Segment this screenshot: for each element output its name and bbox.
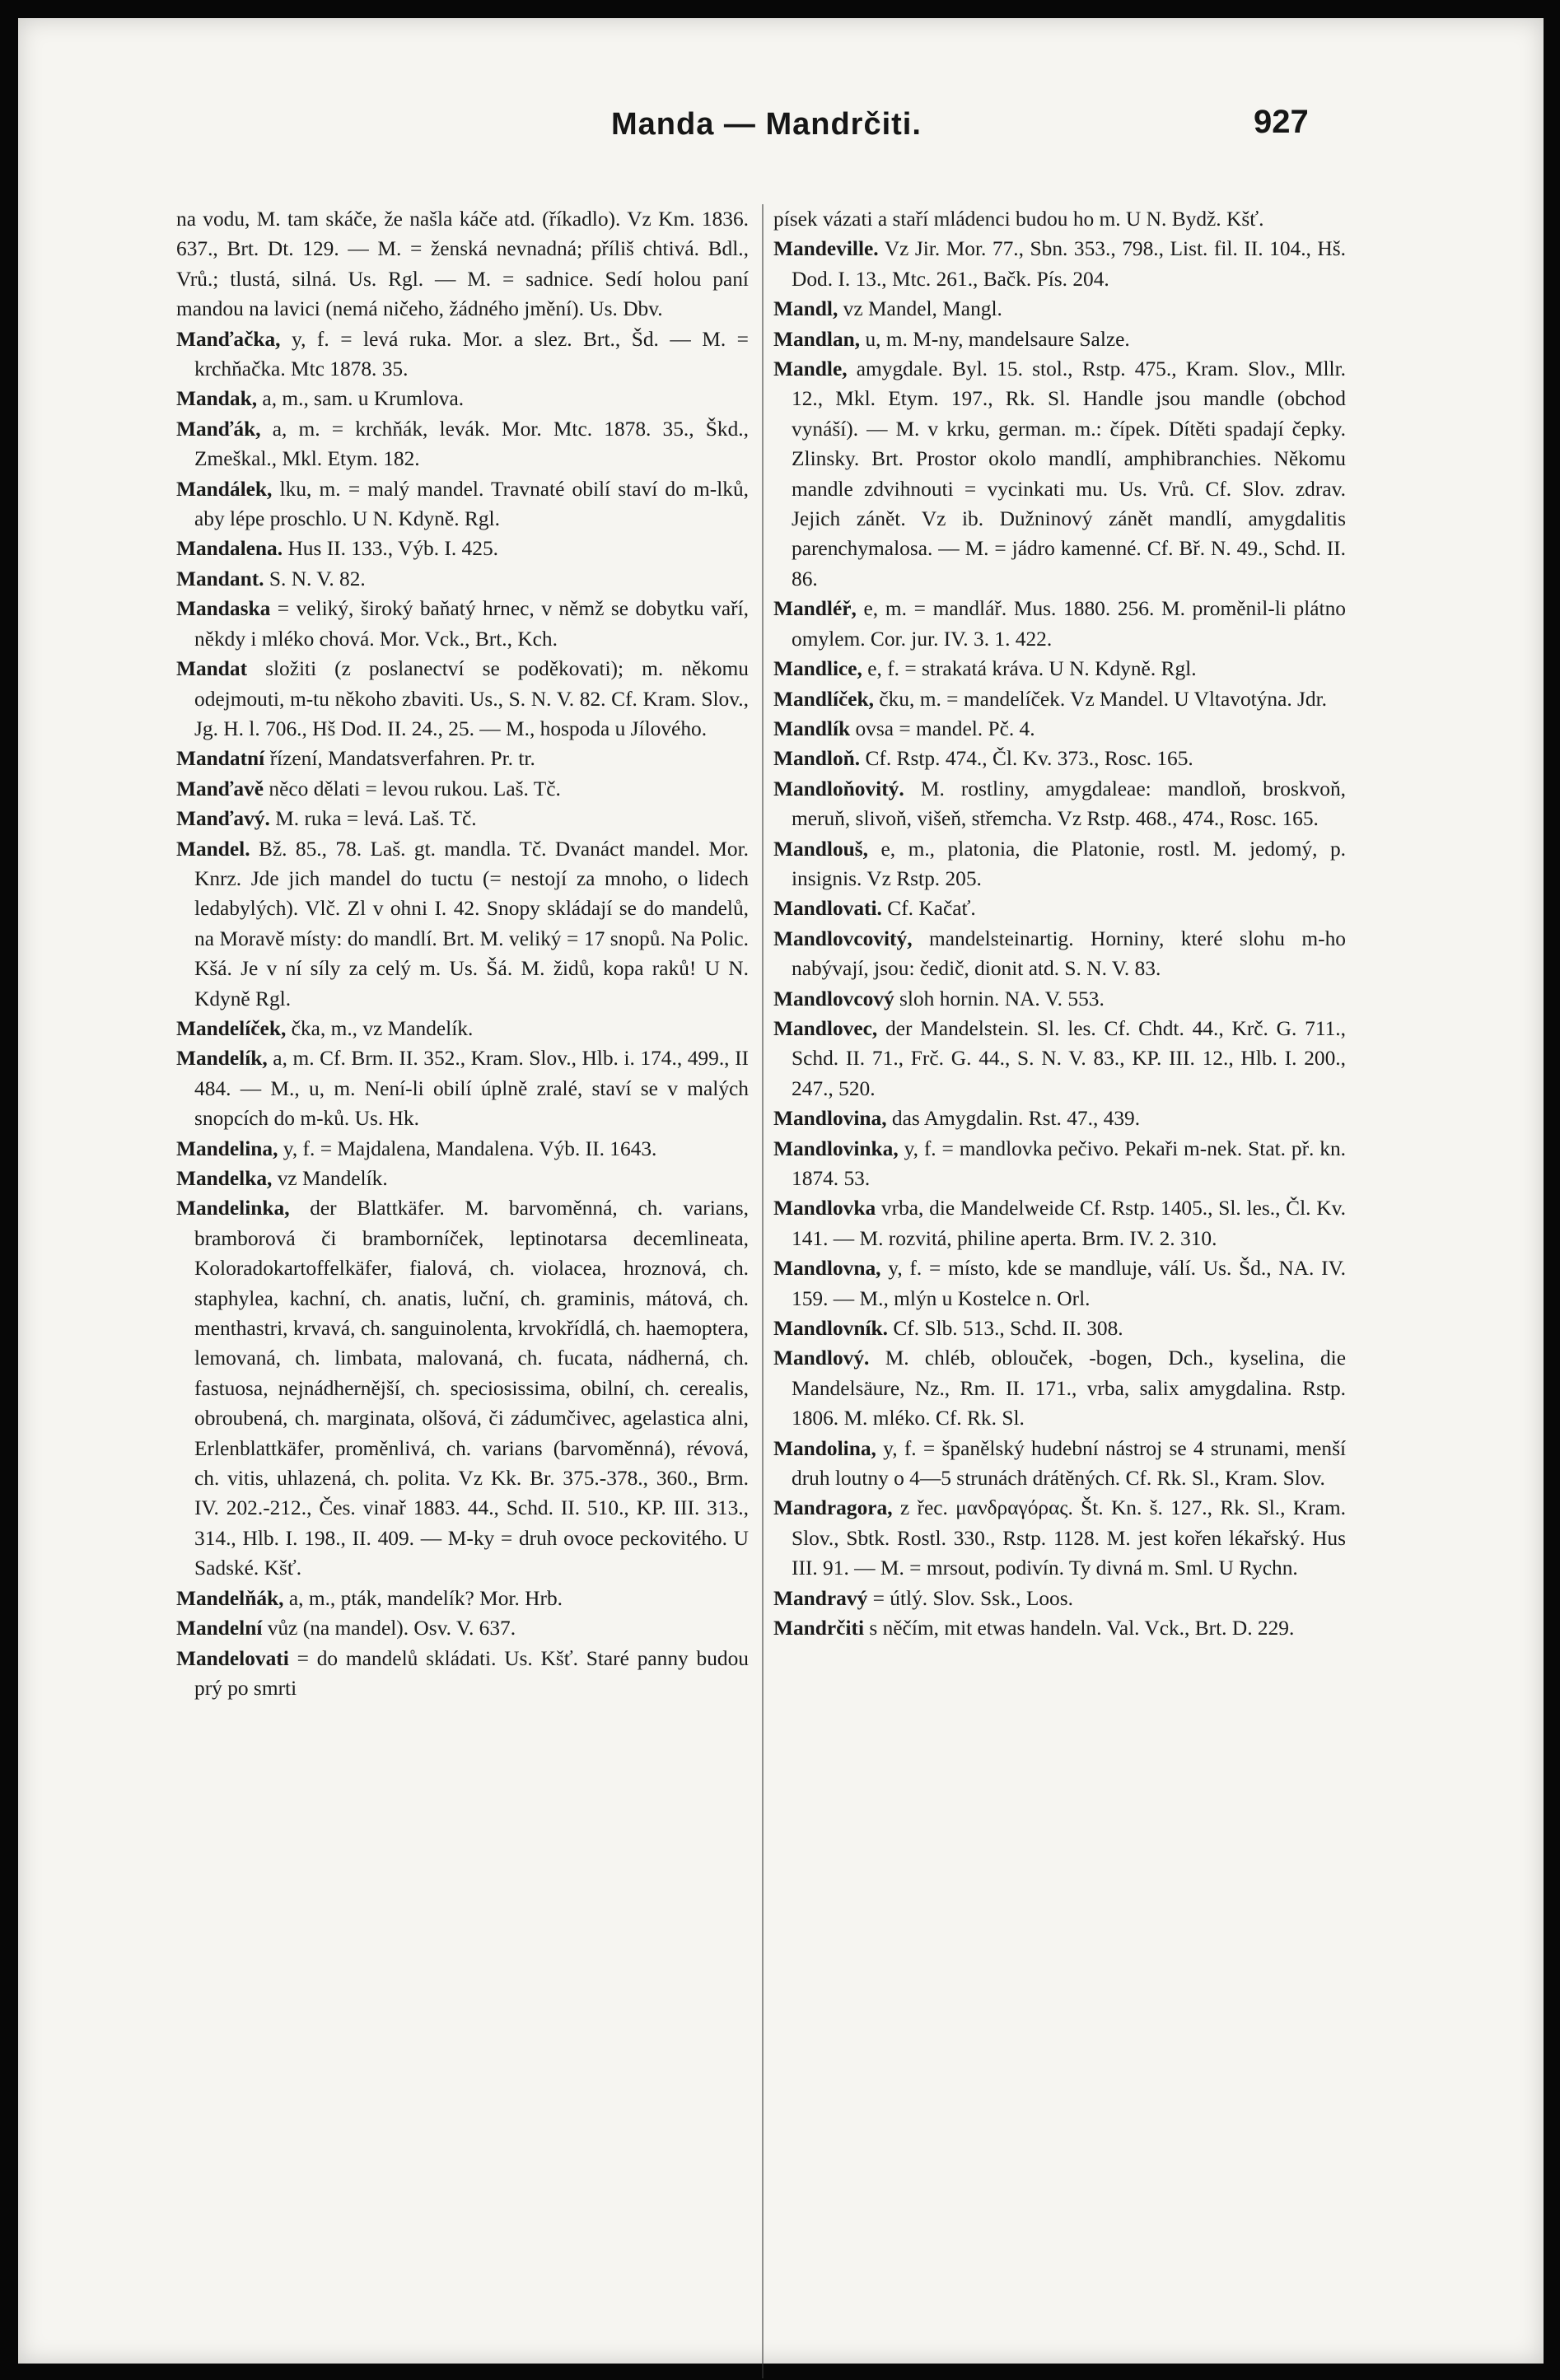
entry-text: vůz (na mandel). Osv. V. 637. [262, 1617, 516, 1640]
entry-text: S. N. V. 82. [264, 567, 366, 590]
dictionary-entry [176, 1164, 749, 1193]
dictionary-entry [773, 1314, 1346, 1343]
entry-text: Vz Jir. Mor. 77., Sbn. 353., 798., List. fil. II. 104., Hš. Dod. I. 13., Mtc. 261., Bačk. Pís. 204. [792, 237, 1346, 291]
entry-headword: Mandlouš, [773, 837, 869, 861]
entry-headword: Mandlovec, [773, 1016, 878, 1040]
entry-headword: Mandelňák, [176, 1586, 284, 1610]
entry-text: e, m. = mandlář. Mus. 1880. 256. M. proměnil-li plátno omylem. Cor. jur. IV. 3. 1. 422. [792, 597, 1346, 651]
entry-text: der Blattkäfer. M. barvoměnná, ch. varians, bramborová či bramborníček, leptinotarsa decemlineata, Koloradokartoffelkäfer, fialová, ch. violacea, hroznová, ch. staphylea, kachní, ch. anatis, luční, ch. graminis, mátová, ch. menthastri, krvavá, ch. sanguinolenta, krvokřídlá, ch. haemoptera, lemovaná, ch. limbata, malovaná, ch. fucata, nádherná, ch. fastuosa, nejnádhernější, ch. speciosissima, obilní, ch. cerealis, obroubená, ch. marginata, olšová, či zádumčivec, agelastica alni, Erlenblattkäfer, proměnlivá, ch. varians (barvoměnná), révová, ch. vitis, uhlazená, ch. polita. Vz Kk. Br. 375.-378., 360., Brm. IV. 202.-212., Čes. vinař 1883. 44., Schd. II. 510., KP. III. 313., 314., Hlb. I. 198., II. 409. — M-ky = druh ovoce peckovitého. U Sadské. Kšť. [194, 1197, 749, 1580]
dictionary-entry [773, 984, 1346, 1014]
entry-text: y, f. = mandlovka pečivo. Pekaři m-nek. Stat. př. kn. 1874. 53. [792, 1136, 1346, 1190]
entry-headword: Mandlovcovitý, [773, 926, 913, 950]
entry-text: a, m. = krchňák, levák. Mor. Mtc. 1878. 35., Škd., Zmeškal., Mkl. Etym. 182. [194, 417, 749, 471]
dictionary-entry [773, 774, 1346, 834]
entry-headword: Mandelík, [176, 1047, 268, 1071]
entry-headword: Mandrčiti [773, 1617, 865, 1640]
entry-headword: Mandelinka, [176, 1197, 290, 1220]
entry-text: u, m. M-ny, mandelsaure Salze. [860, 327, 1130, 351]
entry-headword: Mandolina, [773, 1436, 876, 1460]
dictionary-entry [773, 354, 1346, 594]
entry-text: lku, m. = malý mandel. Travnaté obilí staví do m-lků, aby lépe proschlo. U N. Kdyně. Rgl. [194, 477, 749, 531]
dictionary-entry [176, 1613, 749, 1643]
dictionary-entry [176, 1644, 749, 1704]
entry-text: na vodu, M. tam skáče, že našla káče atd. (říkadlo). Vz Km. 1836. 637., Brt. Dt. 129. — M. = ženská nevnadná; příliš chtivá. Bdl., Vrů.; tlustá, silná. Us. Rgl. — M. = sadnice. Sedí holou paní mandou na lavici (nemá ničeho, žádného jmění). Us. Dbv. [176, 208, 749, 321]
page-number: 927 [1254, 104, 1309, 140]
entry-headword: Mandak, [176, 387, 258, 411]
entry-text: Hus II. 133., Výb. I. 425. [283, 537, 498, 561]
dictionary-entry [773, 1613, 1346, 1643]
entry-text: čku, m. = mandelíček. Vz Mandel. U Vltavotýna. Jdr. [874, 687, 1328, 711]
entry-headword: Manďavý. [176, 807, 270, 831]
entry-headword: Mandel. [176, 837, 250, 861]
entry-headword: Mandlovina, [773, 1107, 887, 1131]
entry-headword: Mandlík [773, 716, 851, 740]
entry-headword: Mandeville. [773, 237, 879, 261]
entry-headword: Mandelka, [176, 1167, 273, 1190]
dictionary-page [18, 18, 1544, 2364]
entry-text: = veliký, široký baňatý hrnec, v němž se dobytku vaří, někdy i mléko chová. Mor. Vck., Brt., Kch. [194, 597, 749, 651]
entry-text: das Amygdalin. Rst. 47., 439. [886, 1107, 1141, 1131]
entry-text: Cf. Rstp. 474., Čl. Kv. 373., Rosc. 165. [860, 747, 1193, 771]
entry-headword: Mandatní [176, 747, 265, 771]
dictionary-entry [773, 204, 1346, 234]
entry-text: e, f. = strakatá kráva. U N. Kdyně. Rgl. [862, 657, 1197, 681]
dictionary-entry [773, 294, 1346, 324]
entry-text: a, m. Cf. Brm. II. 352., Kram. Slov., Hlb. i. 174., 499., II 484. — M., u, m. Není-li obilí úplně zralé, staví se v malých snopcích do m-ků. Us. Hk. [194, 1047, 749, 1131]
dictionary-entry [176, 1043, 749, 1133]
dictionary-entry [176, 1014, 749, 1043]
entry-text: M. ruka = levá. Laš. Tč. [269, 807, 477, 831]
entry-text: M. chléb, oblouček, -bogen, Dch., kyselina, die Mandelsäure, Nz., Rm. II. 171., vrba, salix amygdalina. Rstp. 1806. M. mléko. Cf. Rk. Sl. [792, 1346, 1346, 1430]
entry-headword: Mandlovinka, [773, 1136, 899, 1160]
entry-headword: Mandlovna, [773, 1257, 881, 1281]
entry-text: y, f. = levá ruka. Mor. a slez. Brt., Šd. — M. = krchňačka. Mtc 1878. 35. [194, 327, 749, 381]
dictionary-entry [773, 894, 1346, 923]
entry-headword: Mandloňovitý. [773, 777, 904, 800]
dictionary-entry [773, 684, 1346, 714]
dictionary-entry [176, 324, 749, 385]
right-column [773, 204, 1346, 1644]
dictionary-entry [773, 1104, 1346, 1133]
entry-text: vz Mandelík. [272, 1167, 388, 1190]
dictionary-entry [176, 474, 749, 534]
entry-headword: Mandlice, [773, 657, 862, 681]
entry-text: a, m., pták, mandelík? Mor. Hrb. [283, 1586, 563, 1610]
entry-headword: Mandlíček, [773, 687, 875, 711]
entry-text: složiti (z poslanectví se poděkovati); m. někomu odejmouti, m-tu někoho zbaviti. Us., S. N. V. 82. Cf. Kram. Slov., Jg. H. l. 706., Hš Dod. II. 24., 25. — M., hospoda u Jílového. [194, 657, 749, 740]
dictionary-entry [176, 204, 749, 324]
entry-headword: Manďavě [176, 777, 264, 800]
dictionary-entry [773, 1193, 1346, 1253]
entry-headword: Mandálek, [176, 477, 273, 501]
entry-text: Bž. 85., 78. Laš. gt. mandla. Tč. Dvanáct mandel. Mor. Knrz. Jde jich mandel do tuctu (= nestojí za mnoho, o lidech ledabylých). Vlč. Zl v ohni I. 42. Snopy skládají se do mandelů, na Moravě místy: do mandlí. Brt. M. veliký = 17 snopů. Na Polic. Kšá. Je v ní síly za celý m. Us. Šá. M. židů, kopa raků! U N. Kdyně Rgl. [194, 837, 749, 1010]
entry-headword: Mandlovati. [773, 897, 882, 921]
entry-text: mandelsteinartig. Horniny, které slohu m-ho nabývají, jsou: čedič, dionit atd. S. N. V. 83. [792, 926, 1346, 981]
entry-headword: Mandragora, [773, 1496, 893, 1520]
entry-headword: Mandat [176, 657, 248, 681]
entry-text: = do mandelů skládati. Us. Kšť. Staré panny budou prý po smrti [194, 1646, 749, 1700]
dictionary-entry [773, 234, 1346, 294]
entry-headword: Mandalena. [176, 537, 283, 561]
entry-headword: Mandle, [773, 357, 848, 381]
dictionary-entry [773, 594, 1346, 654]
dictionary-entry [773, 324, 1346, 354]
entry-headword: Manďák, [176, 417, 261, 441]
dictionary-entry [176, 594, 749, 654]
entry-headword: Mandléř, [773, 597, 857, 621]
entry-text: y, f. = Majdalena, Mandalena. Výb. II. 1643. [278, 1136, 657, 1160]
entry-headword: Mandlový. [773, 1346, 870, 1370]
dictionary-entry [176, 804, 749, 833]
dictionary-entry [773, 1584, 1346, 1613]
dictionary-entry [176, 774, 749, 804]
dictionary-entry [773, 1343, 1346, 1433]
entry-text: amygdale. Byl. 15. stol., Rstp. 475., Kram. Slov., Mllr. 12., Mkl. Etym. 197., Rk. Sl. Handle jsou mandle (obchod vynáší). — M. v krku, german. m.: čípek. Dítěti spadají čepky. Zlinsky. Brt. Prostor okolo mandlí, amphibranchies. Někomu mandle zdvihnouti = vycinkati mu. Us. Vrů. Cf. Slov. zdrav. Jejich zánět. Vz ib. Dužninový zánět mandlí, amygdalitis parenchymalosa. — M. = jádro kamenné. Cf. Bř. N. 49., Schd. II. 86. [792, 357, 1346, 590]
entry-text: ovsa = mandel. Pč. 4. [850, 716, 1035, 740]
entry-text: M. rostliny, amygdaleae: mandloň, broskvoň, meruň, slivoň, višeň, střemcha. Vz Rstp. 468., 474., Rosc. 165. [792, 777, 1346, 831]
dictionary-entry [176, 1584, 749, 1613]
dictionary-entry [773, 1253, 1346, 1314]
entry-text: a, m., sam. u Krumlova. [257, 387, 465, 411]
entry-text: = útlý. Slov. Ssk., Loos. [867, 1586, 1073, 1610]
entry-headword: Mandelina, [176, 1136, 278, 1160]
dictionary-entry [773, 714, 1346, 744]
dictionary-entry [773, 654, 1346, 684]
page-header [18, 100, 1544, 150]
dictionary-entry [176, 384, 749, 413]
dictionary-entry [773, 924, 1346, 984]
entry-text: řízení, Mandatsverfahren. Pr. tr. [264, 747, 535, 771]
entry-text: e, m., platonia, die Platonie, rostl. M. jedomý, p. insignis. Vz Rstp. 205. [792, 837, 1346, 890]
dictionary-entry [773, 1134, 1346, 1194]
dictionary-entry [773, 1434, 1346, 1494]
entry-headword: Mandant. [176, 567, 264, 590]
entry-text: s něčím, mit etwas handeln. Val. Vck., Brt. D. 229. [864, 1617, 1295, 1640]
dictionary-entry [176, 564, 749, 594]
entry-headword: Mandelní [176, 1617, 263, 1640]
dictionary-entry [176, 744, 749, 773]
entry-headword: Mandelíček, [176, 1016, 287, 1040]
entry-headword: Mandlan, [773, 327, 861, 351]
entry-text: vrba, die Mandelweide Cf. Rstp. 1405., Sl. les., Čl. Kv. 141. — M. rozvitá, philine aperta. Brm. IV. 2. 310. [792, 1197, 1346, 1250]
dictionary-entry [773, 1014, 1346, 1104]
dictionary-entry [773, 1493, 1346, 1583]
dictionary-entry [176, 1134, 749, 1164]
dictionary-entry [773, 744, 1346, 773]
entry-text: Cf. Slb. 513., Schd. II. 308. [888, 1317, 1123, 1341]
entry-text: der Mandelstein. Sl. les. Cf. Chdt. 44., Krč. G. 711., Schd. II. 71., Frč. G. 44., S. N. V. 83., KP. III. 12., Hlb. I. 200., 247., 520. [792, 1016, 1346, 1100]
entry-headword: Mandelovati [176, 1646, 289, 1670]
entry-text: sloh hornin. NA. V. 553. [894, 987, 1105, 1010]
entry-headword: Manďačka, [176, 327, 281, 351]
entry-headword: Mandloň. [773, 747, 861, 771]
entry-headword: Mandlovcový [773, 987, 894, 1010]
dictionary-entry [176, 654, 749, 744]
entry-text: vz Mandel, Mangl. [838, 297, 1002, 321]
left-column [176, 204, 749, 1703]
running-title: Manda — Mandrčiti. [611, 107, 922, 142]
entry-headword: Mandlovka [773, 1197, 876, 1220]
entry-headword: Mandaska [176, 597, 271, 621]
dictionary-entry [773, 834, 1346, 894]
entry-headword: Mandravý [773, 1586, 868, 1610]
entry-headword: Mandl, [773, 297, 838, 321]
column-divider [762, 204, 764, 2378]
entry-text: něco dělati = levou rukou. Laš. Tč. [264, 777, 561, 800]
entry-text: z řec. μανδραγόρας. Št. Kn. š. 127., Rk. Sl., Kram. Slov., Sbtk. Rostl. 330., Rstp. 1128. M. jest kořen lékařský. Hus III. 91. — M. = mrsout, podivín. Ty divná m. Sml. U Rychn. [792, 1496, 1346, 1580]
entry-text: písek vázati a staří mládenci budou ho m. U N. Bydž. Kšť. [773, 208, 1264, 231]
dictionary-entry [176, 414, 749, 474]
entry-headword: Mandlovník. [773, 1317, 888, 1341]
entry-text: Cf. Kačať. [881, 897, 976, 921]
dictionary-entry [176, 834, 749, 1014]
entry-text: čka, m., vz Mandelík. [286, 1016, 474, 1040]
entry-text: y, f. = místo, kde se mandluje, válí. Us. Šd., NA. IV. 159. — M., mlýn u Kostelce n. Orl. [792, 1257, 1346, 1310]
entry-text: y, f. = španělský hudební nástroj se 4 strunami, menší druh loutny o 4—5 strunách drátěných. Cf. Rk. Sl., Kram. Slov. [792, 1436, 1346, 1491]
dictionary-entry [176, 1193, 749, 1583]
dictionary-entry [176, 534, 749, 563]
